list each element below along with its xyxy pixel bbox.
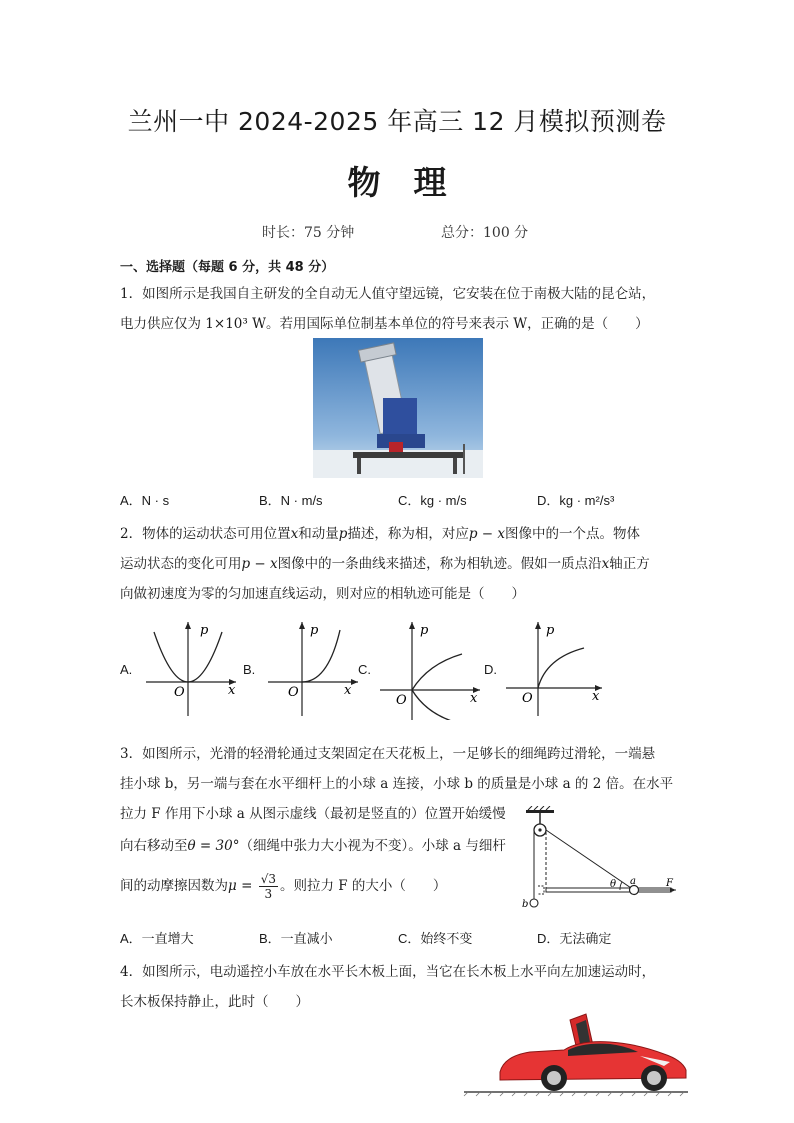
fig-b-label: b <box>522 899 529 910</box>
graph-a-axis-x: x <box>228 683 236 698</box>
q2-line3: 向做初速度为零的匀加速直线运动，则对应的相轨迹可能是（ ） <box>120 586 525 602</box>
graph-d-axis-x: x <box>592 689 600 704</box>
graph-b-origin: O <box>288 685 299 700</box>
graph-a-label: A. <box>120 662 133 677</box>
graph-c-label: C. <box>358 662 371 677</box>
q3-option-b: B．一直减小 <box>259 931 333 946</box>
graph-b-axis-x: x <box>344 683 352 698</box>
graph-c-axis-x: x <box>470 691 478 706</box>
subject-title: 物 理 <box>347 163 447 202</box>
q3-option-d: D．无法确定 <box>537 931 612 946</box>
q3-line2: 挂小球 b，另一端与套在水平细杆上的小球 a 连接，小球 b 的质量是小球 a 的 2 倍。在水平 <box>120 776 674 792</box>
graph-d-label: D. <box>484 662 497 677</box>
graph-c-axis-p: p <box>420 623 429 638</box>
fig-a-label: a <box>630 876 636 887</box>
q1-option-b: B．N · m/s <box>259 493 323 508</box>
q1-option-d: D．kg · m²/s³ <box>537 493 615 508</box>
rc-car-figure <box>460 1010 692 1098</box>
q1-line2: 电力供应仅为 1×10³ W。若用国际单位制基本单位的符号来表示 W，正确的是（ ） <box>120 316 649 332</box>
q3-option-a: A．一直增大 <box>120 931 194 946</box>
q4-line2: 长木板保持静止，此时（ ） <box>120 994 309 1010</box>
exam-title: 兰州一中 2024-2025 年高三 12 月模拟预测卷 <box>127 107 667 136</box>
q3-line4: 向右移动至θ = 30°（细绳中张力大小视为不变）。小球 a 与细杆 <box>120 838 506 854</box>
fig-theta-label: θ <box>610 879 617 890</box>
q2-line2: 运动状态的变化可用p − x图像中的一条曲线来描述，称为相轨迹。假如一质点沿x轴正方 <box>120 556 650 572</box>
graph-b-axis-p: p <box>310 623 319 638</box>
exam-duration: 时长：75 分钟 <box>262 225 355 241</box>
q1-option-a: A．N · s <box>120 493 170 508</box>
q3-option-c: C．始终不变 <box>398 931 473 946</box>
graph-c-origin: O <box>396 693 407 708</box>
q2-line1: 2．物体的运动状态可用位置x和动量p描述，称为相，对应p − x图像中的一个点。物体 <box>120 526 641 542</box>
graph-a-origin: O <box>174 685 185 700</box>
graph-d <box>502 620 606 716</box>
q3-line3: 拉力 F 作用下小球 a 从图示虚线（最初是竖直的）位置开始缓慢 <box>120 806 506 822</box>
fig-F-label: F <box>666 878 673 889</box>
q1-option-c: C．kg · m/s <box>398 493 467 508</box>
graph-a <box>140 620 240 716</box>
telescope-photo <box>313 338 483 478</box>
graph-a-axis-p: p <box>200 623 209 638</box>
graph-c <box>376 620 484 720</box>
q1-line1: 1．如图所示是我国自主研发的全自动无人值守望远镜，它安装在位于南极大陆的昆仑站， <box>120 286 656 302</box>
graph-d-axis-p: p <box>546 623 555 638</box>
graph-d-origin: O <box>522 691 533 706</box>
q4-line1: 4．如图所示，电动遥控小车放在水平长木板上面，当它在长木板上水平向左加速运动时， <box>120 964 656 980</box>
mu-fraction: $\frac{√3}{3}$ <box>260 872 276 901</box>
graph-b <box>262 620 362 716</box>
section-heading: 一、选择题（每题 6 分，共 48 分） <box>120 260 335 275</box>
q3-line5: 间的动摩擦因数为μ = $\frac{√3}{3}$ 。则拉力 F 的大小（ ） <box>120 872 447 901</box>
graph-b-label: B. <box>243 662 256 677</box>
q3-line1: 3．如图所示，光滑的轻滑轮通过支架固定在天花板上，一足够长的细绳跨过滑轮，一端悬 <box>120 746 656 762</box>
exam-total-score: 总分：100 分 <box>441 225 529 241</box>
pulley-figure <box>516 806 686 910</box>
